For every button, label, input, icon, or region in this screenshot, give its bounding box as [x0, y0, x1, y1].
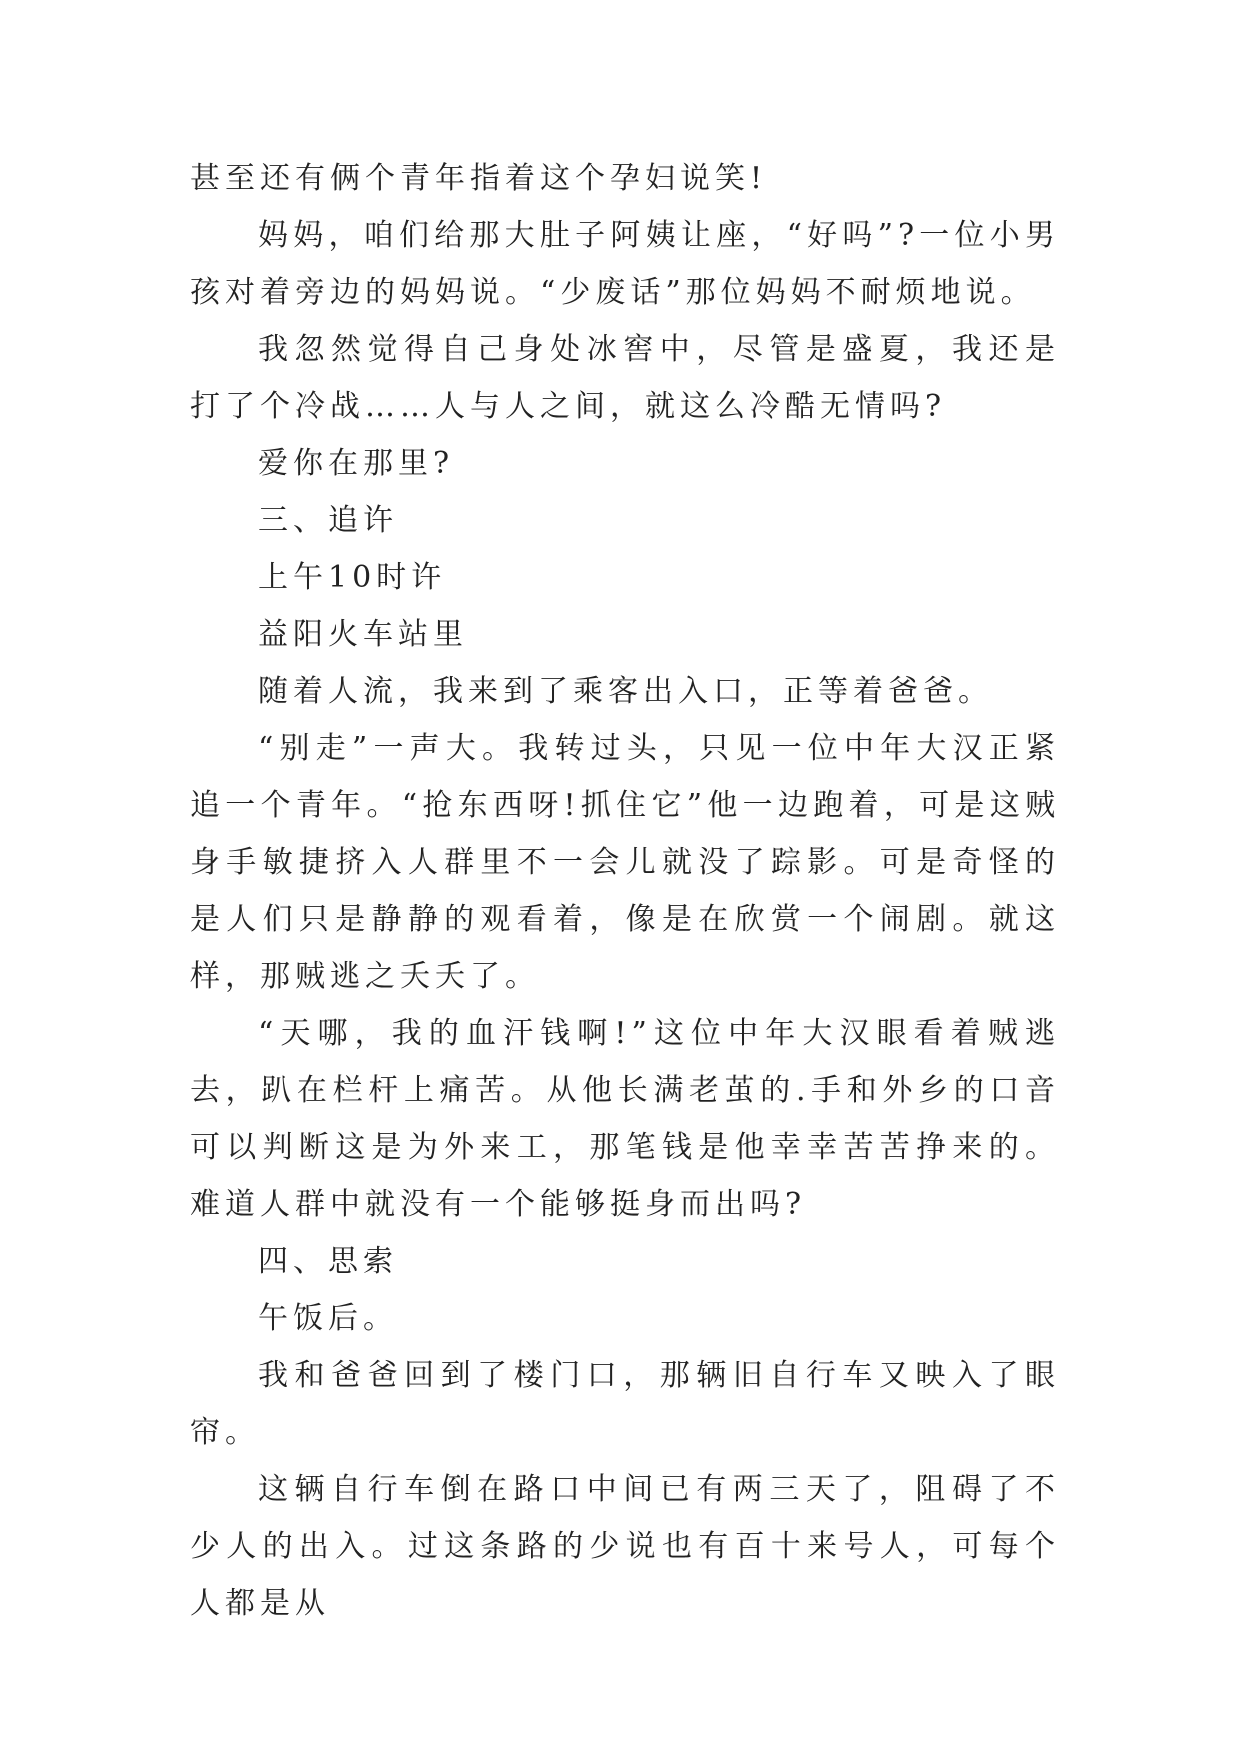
section-heading: 三、追许 — [258, 503, 398, 538]
paragraph: 随着人流，我来到了乘客出入口，正等着爸爸。 — [258, 674, 993, 709]
paragraph: 益阳火车站里 — [258, 617, 468, 652]
paragraph: 爱你在那里? — [258, 446, 455, 481]
paragraph: 甚至还有俩个青年指着这个孕妇说笑! — [190, 161, 768, 196]
section-heading: 四、思索 — [258, 1244, 398, 1279]
paragraph: “天哪，我的血汗钱啊!”这位中年大汉眼看着贼逃去，趴在栏杆上痛苦。从他长满老茧的.手和外乡的口音可以判断这是为外来工，那笔钱是他幸幸苦苦挣来的。难道人群中就没有一个能够挺身而出吗? — [190, 1016, 1060, 1222]
paragraph: 我和爸爸回到了楼门口，那辆旧自行车又映入了眼帘。 — [190, 1358, 1060, 1450]
paragraph: “别走”一声大。我转过头，只见一位中年大汉正紧追一个青年。“抢东西呀!抓住它”他一边跑着，可是这贼身手敏捷挤入人群里不一会儿就没了踪影。可是奇怪的是人们只是静静的观看着，像是在欣赏一个闹剧。就这样，那贼逃之夭夭了。 — [190, 731, 1060, 994]
document-body — [190, 150, 1060, 1632]
paragraph: 妈妈，咱们给那大肚子阿姨让座，“好吗”?一位小男孩对着旁边的妈妈说。“少废话”那位妈妈不耐烦地说。 — [190, 218, 1060, 310]
paragraph: 上午10时许 — [258, 560, 447, 595]
paragraph: 午饭后。 — [258, 1301, 398, 1336]
paragraph: 这辆自行车倒在路口中间已有两三天了，阻碍了不少人的出入。过这条路的少说也有百十来号人，可每个人都是从 — [190, 1472, 1060, 1621]
paragraph: 我忽然觉得自己身处冰窖中，尽管是盛夏，我还是打了个冷战……人与人之间，就这么冷酷无情吗? — [190, 332, 1060, 424]
